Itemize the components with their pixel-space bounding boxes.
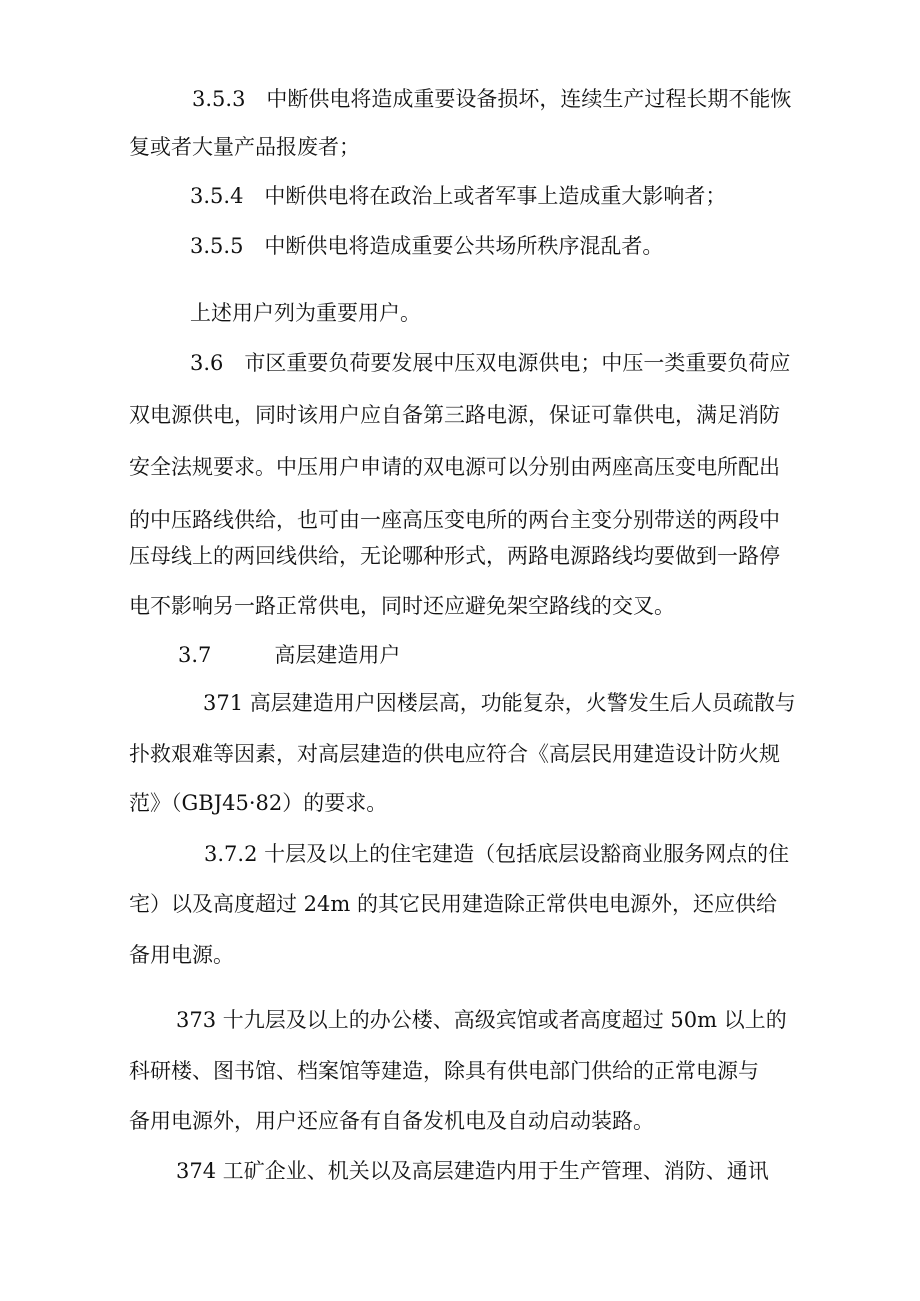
section-heading: 3.7 高层建造用户: [178, 643, 401, 667]
text-line: 374 工矿企业、机关以及高层建造内用于生产管理、消防、通讯: [176, 1159, 769, 1183]
text-line: 371 高层建造用户因楼层高，功能复杂，火警发生后人员疏散与: [203, 691, 796, 715]
text-line: 宅）以及高度超过 24m 的其它民用建造除正常供电电源外，还应供给: [129, 892, 777, 916]
text-line: 备用电源外，用户还应备有自备发机电及自动启动装路。: [129, 1109, 654, 1133]
text-line: 的中压路线供给，也可由一座高压变电所的两台主变分别带送的两段中: [129, 508, 780, 532]
text-line: 3.6 市区重要负荷要发展中压双电源供电；中压一类重要负荷应: [190, 351, 791, 375]
text-line: 扑救艰难等因素，对高层建造的供电应符合《高层民用建造设计防火规: [129, 742, 780, 766]
text-line: 压母线上的两回线供给，无论哪种形式，两路电源路线均要做到一路停: [129, 544, 780, 568]
text-line: 安全法规要求。中压用户申请的双电源可以分别由两座高压变电所配出: [129, 455, 780, 479]
text-line: 3.5.4 中断供电将在政治上或者军事上造成重大影响者；: [190, 184, 727, 208]
text-line: 双电源供电，同时该用户应自备第三路电源，保证可靠供电，满足消防: [129, 403, 780, 427]
text-line: 3.5.3 中断供电将造成重要设备损坏，连续生产过程长期不能恢: [192, 87, 792, 111]
text-line: 备用电源。: [129, 943, 234, 967]
text-line: 范》（GBJ45·82）的要求。: [129, 791, 388, 815]
text-line: 3.5.5 中断供电将造成重要公共场所秩序混乱者。: [190, 234, 664, 258]
text-line: 电不影响另一路正常供电，同时还应避免架空路线的交叉。: [129, 594, 675, 618]
text-line: 373 十九层及以上的办公楼、高级宾馆或者高度超过 50m 以上的: [176, 1008, 787, 1032]
text-line: 上述用户列为重要用户。: [190, 301, 421, 325]
text-line: 科研楼、图书馆、档案馆等建造，除具有供电部门供给的正常电源与: [129, 1059, 759, 1083]
text-line: 复或者大量产品报废者；: [129, 135, 360, 159]
text-line: 3.7.2 十层及以上的住宅建造（包括底层设豁商业服务网点的住: [204, 842, 790, 866]
